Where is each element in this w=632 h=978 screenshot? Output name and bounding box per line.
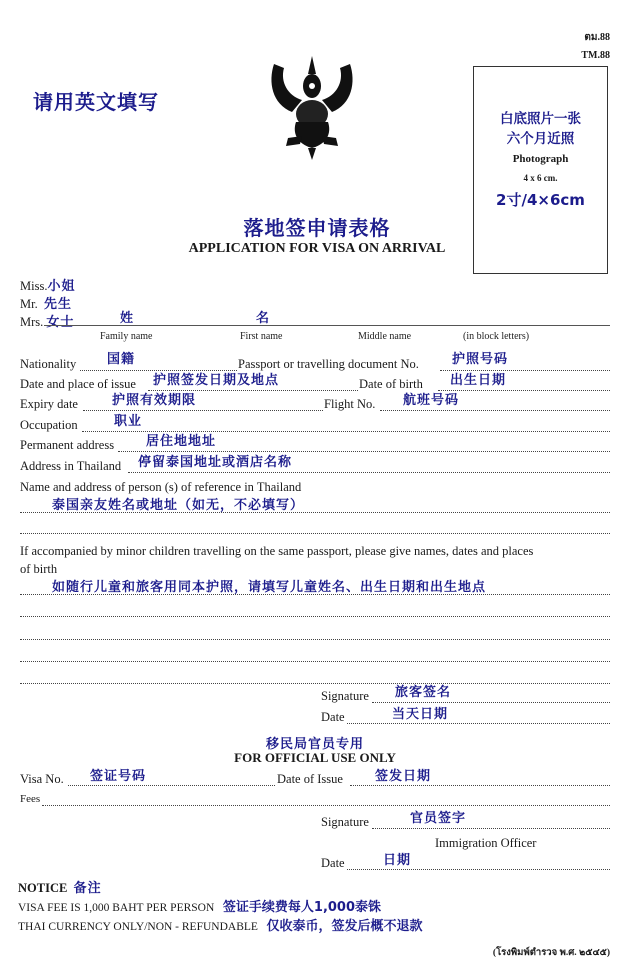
children-line-5[interactable] bbox=[20, 683, 610, 684]
reference-value: 泰国亲友姓名或地址（如无，不必填写） bbox=[52, 498, 305, 513]
date-of-issue-field[interactable] bbox=[350, 785, 610, 786]
middle-name-label: Middle name bbox=[358, 331, 412, 342]
garuda-emblem-icon bbox=[262, 52, 362, 162]
title-mrs[interactable]: Mrs. 女士 bbox=[20, 315, 75, 330]
date-value: 当天日期 bbox=[392, 707, 449, 722]
fees-label: Fees bbox=[20, 793, 41, 805]
official-heading-en: FOR OFFICIAL USE ONLY bbox=[234, 750, 396, 765]
photo-size: 4 x 6 cm. bbox=[523, 173, 558, 183]
notice-line1: VISA FEE IS 1,000 BAHT PER PERSON 签证手续费每人1,000泰铢 bbox=[18, 900, 382, 915]
dob-field[interactable] bbox=[438, 390, 610, 391]
date-field[interactable] bbox=[347, 723, 610, 724]
reference-line-1[interactable] bbox=[20, 512, 610, 513]
printer-note: (โรงพิมพ์ตำรวจ พ.ศ. ๒๕๔๕) bbox=[492, 948, 610, 958]
visa-no-field[interactable] bbox=[68, 785, 275, 786]
issue-value: 护照签发日期及地点 bbox=[153, 373, 280, 388]
title-en: APPLICATION FOR VISA ON ARRIVAL bbox=[188, 241, 446, 256]
title-cn: 落地签申请表格 bbox=[243, 216, 391, 240]
dob-label: Date of birth bbox=[359, 377, 423, 391]
address-thailand-value: 停留泰国地址或酒店名称 bbox=[138, 455, 293, 470]
photo-size-cn: 2寸/4×6cm bbox=[496, 191, 585, 209]
expiry-label: Expiry date bbox=[20, 397, 78, 411]
occupation-label: Occupation bbox=[20, 418, 78, 432]
flight-value: 航班号码 bbox=[403, 393, 460, 408]
photo-box[interactable] bbox=[473, 66, 608, 274]
official-heading-cn: 移民局官员专用 bbox=[265, 737, 364, 752]
reference-label: Name and address of person (s) of reference in Thailand bbox=[20, 480, 302, 494]
occupation-value: 职业 bbox=[114, 414, 143, 429]
title-mr[interactable]: Mr. 先生 bbox=[20, 297, 72, 312]
permanent-address-value: 居住地地址 bbox=[146, 434, 217, 449]
officer-date-label: Date bbox=[321, 856, 345, 870]
passport-label: Passport or travelling document No. bbox=[238, 357, 419, 371]
photo-line2: 六个月近照 bbox=[506, 131, 575, 147]
flight-field[interactable] bbox=[380, 410, 610, 411]
children-label-line1: If accompanied by minor children travelling on the same passport, please give names, dates and places bbox=[20, 544, 534, 558]
children-line-1[interactable] bbox=[20, 594, 610, 595]
notice-line2: THAI CURRENCY ONLY/NON - REFUNDABLE 仅收泰币，签发后概不退款 bbox=[18, 919, 423, 934]
children-label-line2: of birth bbox=[20, 562, 58, 576]
address-thailand-label: Address in Thailand bbox=[20, 459, 122, 473]
photo-line1: 白底照片一张 bbox=[500, 111, 581, 127]
first-name-label: First name bbox=[240, 331, 283, 342]
name-line[interactable] bbox=[44, 325, 610, 326]
signature-value: 旅客签名 bbox=[395, 685, 452, 700]
title-miss[interactable]: Miss.小姐 bbox=[20, 279, 76, 294]
date-of-issue-value: 签发日期 bbox=[375, 769, 432, 784]
block-letters-note: (in block letters) bbox=[463, 331, 530, 342]
children-line-2[interactable] bbox=[20, 616, 610, 617]
reference-line-2[interactable] bbox=[20, 533, 610, 534]
passport-value: 护照号码 bbox=[452, 352, 509, 367]
officer-date-field[interactable] bbox=[347, 869, 610, 870]
signature-label: Signature bbox=[321, 689, 369, 703]
permanent-address-label: Permanent address bbox=[20, 438, 115, 452]
form-code: TM.88 bbox=[581, 50, 610, 61]
dob-value: 出生日期 bbox=[450, 373, 507, 388]
visa-no-label: Visa No. bbox=[20, 772, 64, 786]
nationality-value: 国籍 bbox=[107, 352, 136, 367]
photo-label: Photograph bbox=[512, 153, 569, 165]
first-name-value: 名 bbox=[256, 311, 271, 326]
date-of-issue-label: Date of Issue bbox=[277, 772, 343, 786]
visa-no-value: 签证号码 bbox=[90, 769, 147, 784]
officer-signature-value: 官员签字 bbox=[410, 811, 467, 826]
issue-label: Date and place of issue bbox=[20, 377, 136, 391]
children-line-3[interactable] bbox=[20, 639, 610, 640]
immigration-officer-label: Immigration Officer bbox=[435, 836, 537, 850]
children-line-4[interactable] bbox=[20, 661, 610, 662]
notice-heading: NOTICE 备注 bbox=[18, 881, 102, 896]
flight-label: Flight No. bbox=[324, 397, 376, 411]
officer-signature-field[interactable] bbox=[372, 828, 610, 829]
officer-date-value: 日期 bbox=[383, 853, 412, 868]
address-thailand-field[interactable] bbox=[128, 472, 610, 473]
family-name-label: Family name bbox=[100, 331, 153, 342]
form-code-thai: ตม.88 bbox=[584, 32, 610, 43]
fees-field[interactable] bbox=[42, 805, 610, 806]
officer-signature-label: Signature bbox=[321, 815, 369, 829]
expiry-value: 护照有效期限 bbox=[112, 393, 197, 408]
date-label: Date bbox=[321, 710, 345, 724]
nationality-label: Nationality bbox=[20, 357, 77, 371]
instruction-heading: 请用英文填写 bbox=[33, 90, 159, 114]
children-value: 如随行儿童和旅客用同本护照，请填写儿童姓名、出生日期和出生地点 bbox=[52, 580, 487, 595]
family-name-value: 姓 bbox=[120, 311, 135, 326]
